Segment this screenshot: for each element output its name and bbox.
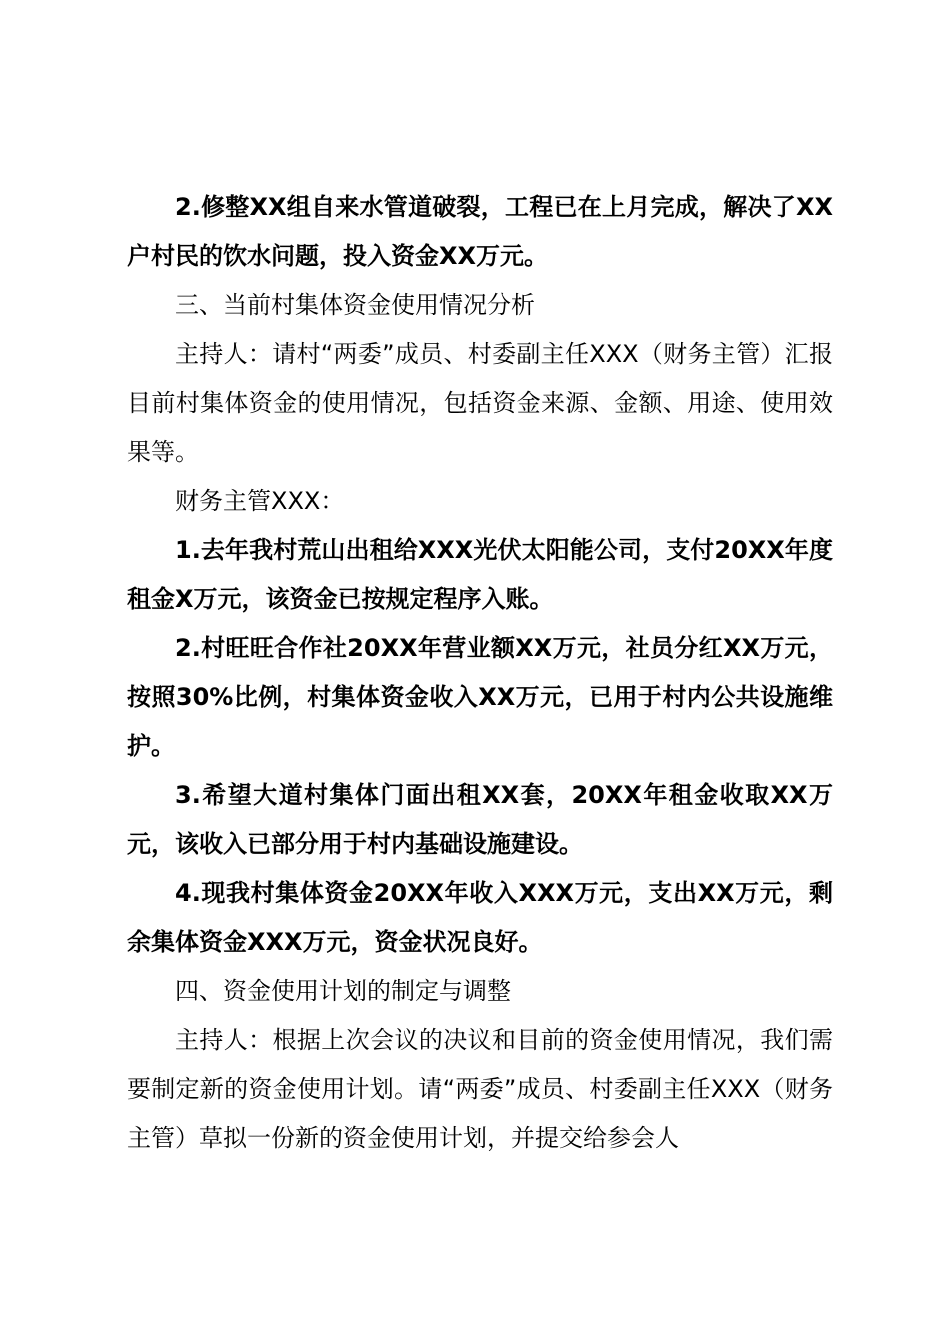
paragraph-item-1-rent: 1.去年我村荒山出租给XXX光伏太阳能公司，支付20XX年度租金X万元，该资金已按规定程序入账。 [127, 536, 833, 613]
paragraph-item-3-storefront: 3.希望大道村集体门面出租XX套，20XX年租金收取XX万元，该收入已部分用于村内基础设施建设。 [127, 781, 833, 858]
paragraph-item-4-summary: 4.现我村集体资金20XX年收入XXX万元，支出XX万元，剩余集体资金XXX万元，资金状况良好。 [127, 879, 833, 956]
paragraph-item-2-cooperative: 2.村旺旺合作社20XX年营业额XX万元，社员分红XX万元，按照30%比例，村集体资金收入XX万元，已用于村内公共设施维护。 [127, 634, 833, 760]
section-heading-3: 三、当前村集体资金使用情况分析 [175, 291, 535, 319]
finance-manager-label: 财务主管XXX： [175, 487, 345, 515]
document-page [127, 183, 833, 1163]
paragraph-item-2-pipe-repair: 2.修整XX组自来水管道破裂，工程已在上月完成，解决了XX户村民的饮水问题，投入资金XX万元。 [127, 193, 833, 270]
host-statement-1: 主持人：请村“两委”成员、村委副主任XXX（财务主管）汇报目前村集体资金的使用情况，包括资金来源、金额、用途、使用效果等。 [127, 340, 833, 466]
section-heading-4: 四、资金使用计划的制定与调整 [175, 977, 511, 1005]
host-statement-2: 主持人：根据上次会议的决议和目前的资金使用情况，我们需要制定新的资金使用计划。请“两委”成员、村委副主任XXX（财务主管）草拟一份新的资金使用计划，并提交给参会人 [127, 1026, 833, 1152]
